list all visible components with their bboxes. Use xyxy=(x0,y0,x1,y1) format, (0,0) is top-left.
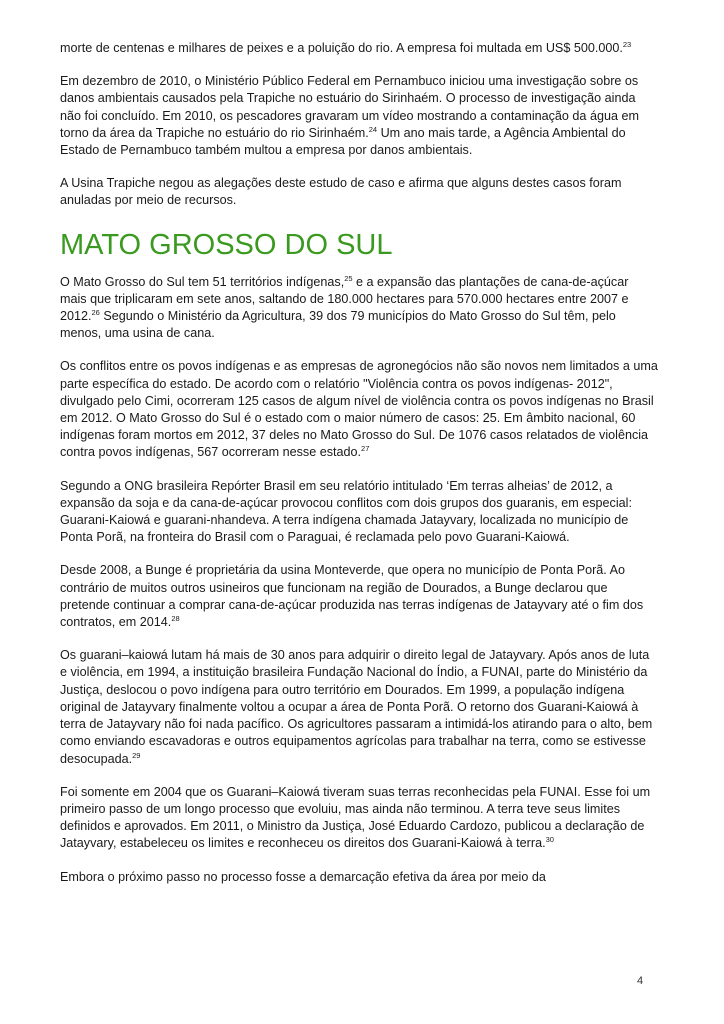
paragraph-text: e a expansão das plantações de cana-de-açúcar mais que triplicaram em sete anos, saltando de 180.000 hectares para 570.000 hectares entre 2007 e 2012. xyxy=(60,274,629,324)
paragraph-investigation xyxy=(60,73,658,159)
paragraph-bunge xyxy=(60,562,658,631)
paragraph-text: Foi somente em 2004 que os Guarani–Kaiowá tiveram suas terras reconhecidas pela FUNAI. Esse foi um primeiro passo de um longo processo que evoluiu, mas ainda não terminou. A terra teve seus limites definidos e aprovados. Em 2011, o Ministro da Justiça, José Eduardo Cardozo, publicou a declaração de Jatayvary, estabeleceu os limites e reconheceu os direitos dos Guarani-Kaiowá à terra. xyxy=(60,784,651,851)
paragraph-text: O Mato Grosso do Sul tem 51 territórios indígenas, xyxy=(60,274,345,289)
footnote-ref[interactable]: 30 xyxy=(545,835,554,845)
paragraph-text: Os guarani–kaiowá lutam há mais de 30 anos para adquirir o direito legal de Jatayvary. Após anos de luta e violência, em 1994, a instituição brasileira Fundação Nacional do Índio, a FUNAI, parte do Ministério da Justiça, deslocou o povo indígena para outro território em Dourados. Em 1999, a população indígena original de Jatayvary finalmente voltou a ocupar a área de Ponta Porã. O retorno dos Guarani-Kaiowá à terra de Jatayvary não foi nada pacífico. Os agricultores passaram a intimidá-los atirando para o alto, bem como enviando escavadoras e outros equipamentos agrícolas para trabalhar na terra, como se estivesse desocupada. xyxy=(60,648,653,766)
paragraph-text: Segundo o Ministério da Agricultura, 39 dos 79 municípios do Mato Grosso do Sul têm, pelo menos, uma usina de cana. xyxy=(60,309,616,341)
paragraph-fish-deaths xyxy=(60,40,658,57)
page-number: 4 xyxy=(637,975,644,987)
paragraph-text: morte de centenas e milhares de peixes e a poluição do rio. A empresa foi multada em US$ 500.000. xyxy=(60,41,623,55)
paragraph-text: Desde 2008, a Bunge é proprietária da usina Monteverde, que opera no município de Ponta Porã. Ao contrário de muitos outros usineiros que funcionam na região de Dourados, a Bunge declarou que pretende continuar a comprar cana-de-açúcar produzida nas terras indígenas de Jatayvary até o fim dos contratos, em 2014. xyxy=(60,563,644,630)
paragraph-guarani-struggle xyxy=(60,647,658,767)
paragraph-conflicts xyxy=(60,358,658,461)
paragraph-funai-recognition xyxy=(60,784,658,853)
paragraph-text: Em dezembro de 2010, o Ministério Público Federal em Pernambuco iniciou uma investigação sobre os danos ambientais causados pela Trapiche no estuário do Sirinhaém. O processo de investigação ainda não foi concluído. Em 2010, os pescadores gravaram um vídeo mostrando a contaminação da água em torno da área da Trapiche no estuário do rio Sirinhaém. xyxy=(60,74,639,140)
paragraph-reporter-brasil xyxy=(60,478,658,547)
footnote-ref[interactable]: 29 xyxy=(132,750,141,760)
paragraph-text: Um ano mais tarde, a Agência Ambiental do Estado de Pernambuco também multou a empresa por danos ambientais. xyxy=(60,125,626,158)
paragraph-text: Embora o próximo passo no processo fosse a demarcação efetiva da área por meio da xyxy=(60,869,546,884)
footnote-ref[interactable]: 24 xyxy=(368,124,378,134)
paragraph-text: Os conflitos entre os povos indígenas e as empresas de agronegócios não são novos nem limitados a uma parte específica do estado. De acordo com o relatório "Violência contra os povos indígenas- 2012", divulgado pelo Cimi, ocorreram 125 casos de algum nível de violência contra os povos indígenas no Brasil em 2012. O Mato Grosso do Sul é o estado com o maior número de casos: 25. Em âmbito nacional, 60 indígenas foram mortos em 2012, 37 deles no Mato Grosso do Sul. De 1076 casos relatados de violência contra povos indígenas, 567 ocorreram nesse estado. xyxy=(60,359,658,460)
document-page xyxy=(60,40,658,984)
paragraph-ms-territories xyxy=(60,274,658,343)
paragraph-text: Segundo a ONG brasileira Repórter Brasil em seu relatório intitulado ‘Em terras alheias’ de 2012, a expansão da soja e da cana-de-açúcar provocou conflitos com dois grupos dos guaranis, em especial: Guarani-Kaiowá e guarani-nhandeva. A terra indígena chamada Jatayvary, localizada no município de Ponta Porã, na fronteira do Brasil com o Paraguai, é reclamada pelo povo Guarani-Kaiowá. xyxy=(60,478,632,545)
footnote-ref[interactable]: 25 xyxy=(344,273,353,283)
footnote-ref[interactable]: 28 xyxy=(171,614,180,624)
footnote-ref[interactable]: 23 xyxy=(622,40,632,49)
footnote-ref[interactable]: 27 xyxy=(361,444,370,454)
section-heading: MATO GROSSO DO SUL xyxy=(60,228,393,261)
paragraph-text: A Usina Trapiche negou as alegações deste estudo de caso e afirma que alguns destes casos foram anuladas por meio de recursos. xyxy=(60,176,622,208)
paragraph-demarcation xyxy=(60,869,658,886)
paragraph-trapiche-denial xyxy=(60,175,658,209)
footnote-ref[interactable]: 26 xyxy=(91,308,100,318)
